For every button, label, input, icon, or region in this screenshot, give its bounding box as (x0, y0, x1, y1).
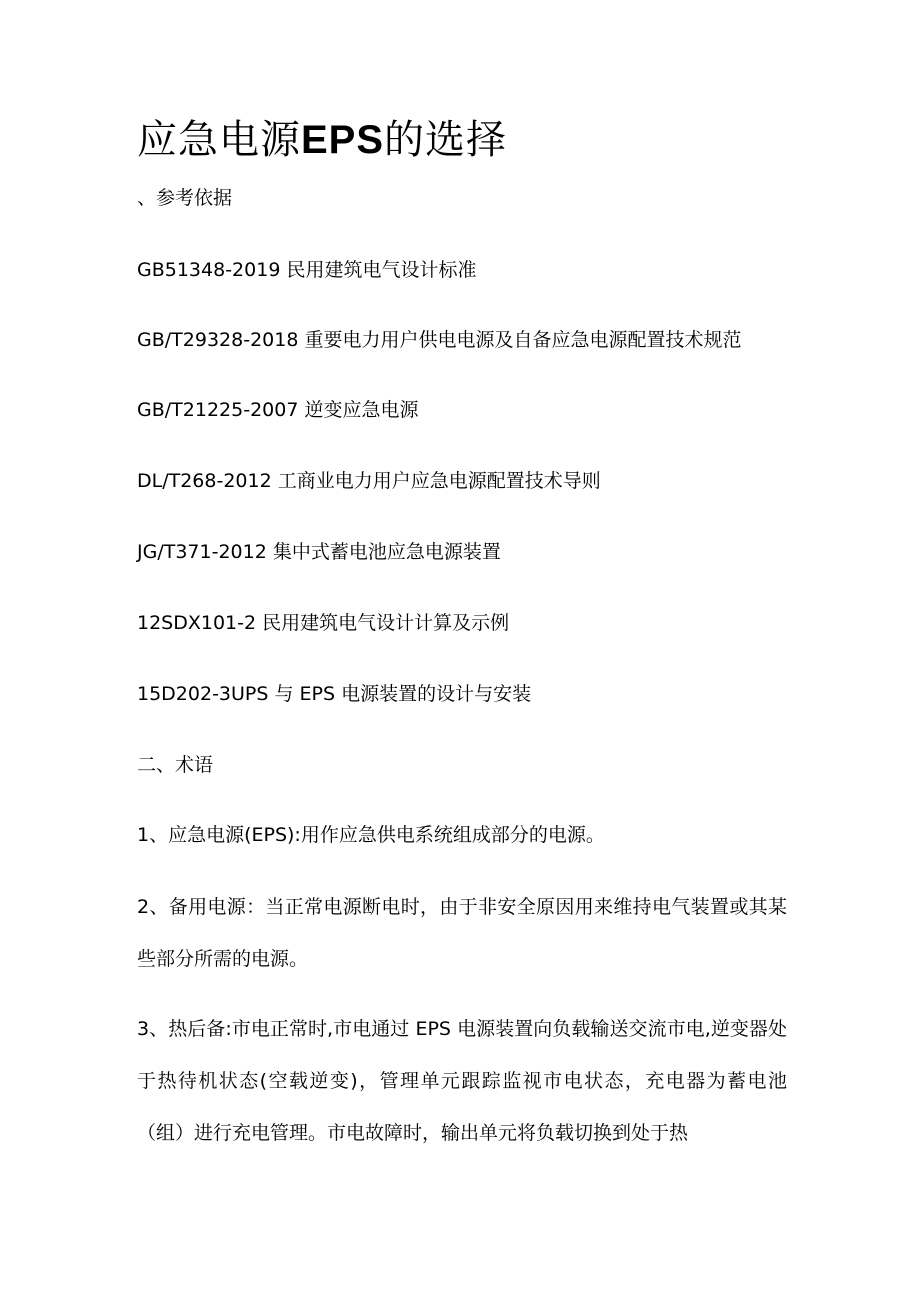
title-text-cn-2: 的选择 (384, 117, 508, 163)
reference-item: 15D202-3UPS 与 EPS 电源装置的设计与安装 (137, 683, 532, 705)
reference-item: GB/T29328-2018 重要电力用户供电电源及自备应急电源配置技术规范 (137, 329, 742, 351)
term-item: 1、应急电源(EPS):用作应急供电系统组成部分的电源。 (137, 824, 605, 846)
reference-item: DL/T268-2012 工商业电力用户应急电源配置技术导则 (137, 470, 601, 492)
term-item: 2、备用电源：当正常电源断电时，由于非安全原因用来维持电气装置或其某些部分所需的电源。 (137, 896, 787, 970)
reference-item: 12SDX101-2 民用建筑电气设计计算及示例 (137, 612, 510, 634)
title-text-cn: 应急电源 (137, 117, 301, 163)
reference-item: GB/T21225-2007 逆变应急电源 (137, 399, 419, 421)
reference-item: JG/T371-2012 集中式蓄电池应急电源装置 (137, 541, 501, 563)
term-item: 3、热后备:市电正常时,市电通过 EPS 电源装置向负载输送交流市电,逆变器处于热待机状态(空载逆变)，管理单元跟踪监视市电状态，充电器为蓄电池（组）进行充电管理。市电故障时，输出单元将负载切换到处于热 (137, 1018, 787, 1144)
page-title (137, 112, 507, 168)
section-heading-references: 、参考依据 (137, 187, 233, 209)
title-text-eps: EPS (301, 118, 385, 162)
section-heading-terms: 二、术语 (137, 754, 214, 776)
reference-item: GB51348-2019 民用建筑电气设计标准 (137, 259, 477, 281)
